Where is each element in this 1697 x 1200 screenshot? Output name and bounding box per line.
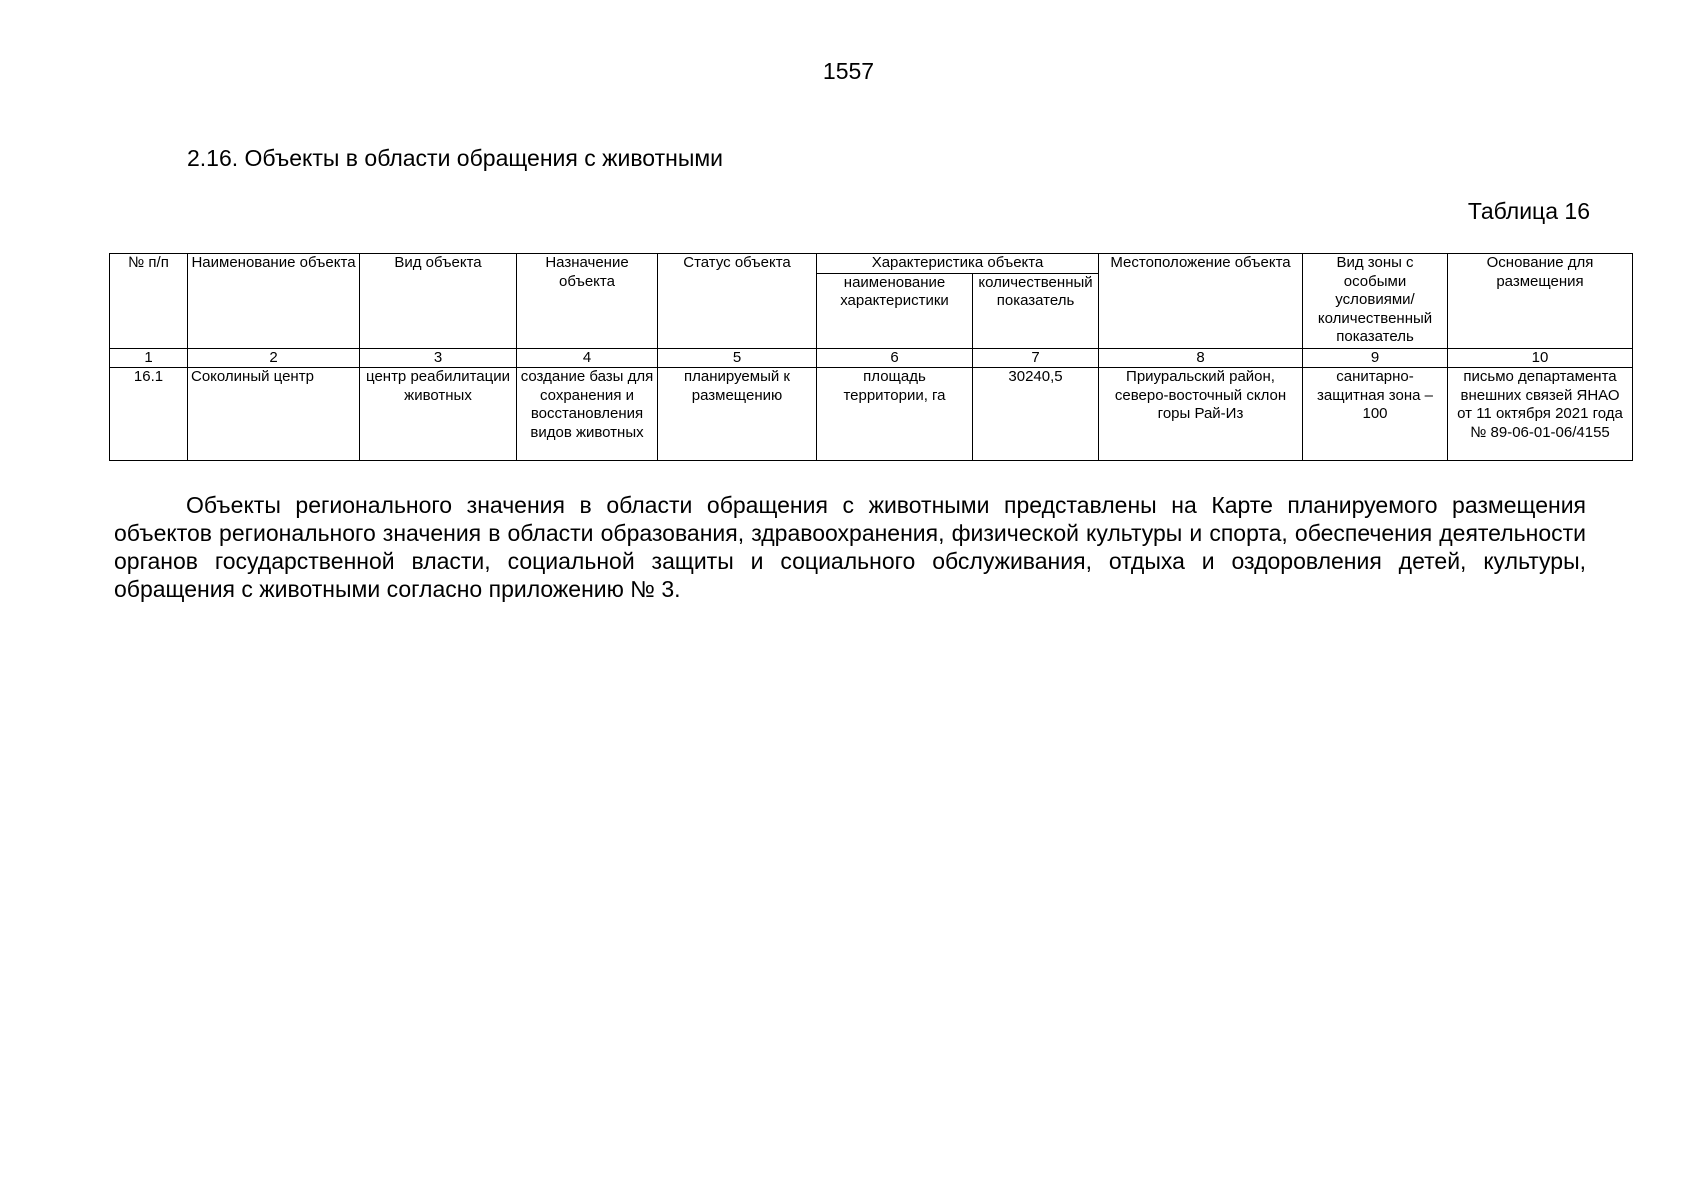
column-number: 7 xyxy=(973,348,1099,368)
column-number: 4 xyxy=(517,348,658,368)
cell-purpose: создание базы для сохранения и восстановления видов животных xyxy=(517,368,658,461)
column-number: 2 xyxy=(188,348,360,368)
header-location: Местоположение объекта xyxy=(1099,254,1303,349)
header-zone: Вид зоны с особыми условиями/ количественный показатель xyxy=(1303,254,1448,349)
cell-basis: письмо департамента внешних связей ЯНАО от 11 октября 2021 года № 89-06-01-06/4155 xyxy=(1448,368,1633,461)
table-caption: Таблица 16 xyxy=(1467,198,1590,224)
header-type: Вид объекта xyxy=(360,254,517,349)
cell-location: Приуральский район, северо-восточный склон горы Рай-Из xyxy=(1099,368,1303,461)
header-name: Наименование объекта xyxy=(188,254,360,349)
objects-table xyxy=(109,253,1633,461)
column-number-row xyxy=(110,348,1633,368)
cell-num: 16.1 xyxy=(110,368,188,461)
cell-char-value: 30240,5 xyxy=(973,368,1099,461)
column-number: 10 xyxy=(1448,348,1633,368)
column-number: 9 xyxy=(1303,348,1448,368)
cell-type: центр реабилитации животных xyxy=(360,368,517,461)
table-header-row xyxy=(110,254,1633,274)
cell-status: планируемый к размещению xyxy=(658,368,817,461)
header-purpose: Назначение объекта xyxy=(517,254,658,349)
table-row xyxy=(110,368,1633,461)
cell-name: Соколиный центр xyxy=(188,368,360,461)
cell-char-name: площадь территории, га xyxy=(817,368,973,461)
header-char-value: количественный показатель xyxy=(973,273,1099,348)
page-number: 1557 xyxy=(822,58,875,84)
cell-zone: санитарно-защитная зона – 100 xyxy=(1303,368,1448,461)
section-heading: 2.16. Объекты в области обращения с животными xyxy=(187,145,724,171)
header-characteristic: Характеристика объекта xyxy=(817,254,1099,274)
header-status: Статус объекта xyxy=(658,254,817,349)
header-basis: Основание для размещения xyxy=(1448,254,1633,349)
body-paragraph: Объекты регионального значения в области обращения с животными представлены на Карте планируемого размещения объектов регионального значения в области образования, здравоохранения, физической культуры и спорта, обеспечения деятельности органов государственной власти, социальной защиты и социального обслуживания, отдыха и оздоровления детей, культуры, обращения с животными согласно приложению № 3. xyxy=(114,492,1586,602)
column-number: 1 xyxy=(110,348,188,368)
column-number: 8 xyxy=(1099,348,1303,368)
header-char-name: наименование характеристики xyxy=(817,273,973,348)
column-number: 6 xyxy=(817,348,973,368)
column-number: 3 xyxy=(360,348,517,368)
header-num: № п/п xyxy=(110,254,188,349)
column-number: 5 xyxy=(658,348,817,368)
